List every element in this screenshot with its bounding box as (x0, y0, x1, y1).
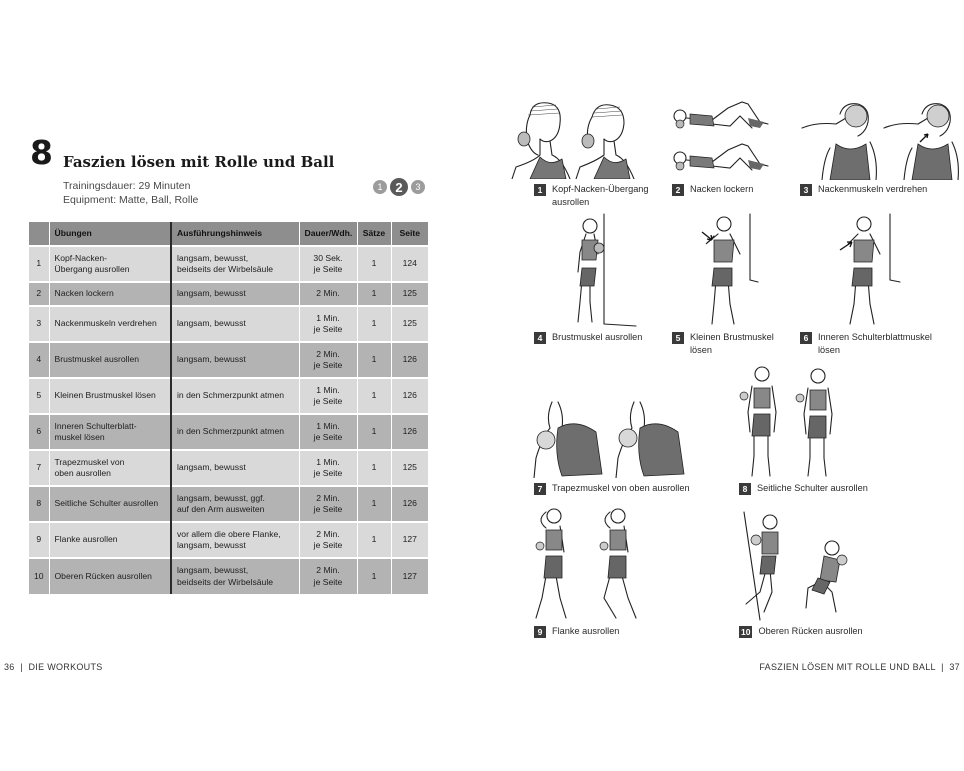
row-number: 8 (29, 486, 49, 522)
row-number: 9 (29, 522, 49, 558)
caption-line: Trapezmuskel von oben ausrollen (552, 483, 690, 493)
row-duration: 2 Min. je Seite (299, 342, 357, 378)
table-row (29, 486, 428, 522)
row-page: 126 (391, 342, 428, 378)
exercise-3-illustration (800, 98, 964, 180)
table-row (29, 450, 428, 486)
row-page: 124 (391, 246, 428, 282)
table-header-row (29, 222, 428, 246)
caption-exercise-9 (534, 625, 619, 638)
header-duration: Dauer/Wdh. (299, 222, 357, 246)
table-row (29, 414, 428, 450)
footer-separator: | (941, 662, 944, 672)
row-sets: 1 (357, 342, 391, 378)
row-page: 125 (391, 306, 428, 342)
caption-line: lösen (818, 345, 840, 356)
row-hint: in den Schmerzpunkt atmen (171, 414, 299, 450)
page-number-left: 36 (4, 662, 15, 672)
header-hint: Ausführungshinweis (171, 222, 299, 246)
row-sets: 1 (357, 558, 391, 594)
row-duration: 30 Sek. je Seite (299, 246, 357, 282)
row-number: 10 (29, 558, 49, 594)
caption-number: 9 (534, 626, 546, 638)
caption-number: 2 (672, 184, 684, 196)
row-duration: 2 Min. je Seite (299, 522, 357, 558)
caption-line: Kleinen Brustmuskel (690, 332, 774, 342)
row-page: 126 (391, 486, 428, 522)
row-hint: vor allem die obere Flanke, langsam, bewusst (171, 522, 299, 558)
footer-left (4, 662, 103, 672)
level-3-badge: 3 (411, 180, 425, 194)
caption-line: lösen (690, 345, 712, 356)
row-exercise: Brustmuskel ausrollen (49, 342, 171, 378)
caption-number: 10 (741, 626, 751, 637)
row-exercise: Kleinen Brustmuskel lösen (49, 378, 171, 414)
row-exercise: Trapezmuskel von oben ausrollen (49, 450, 171, 486)
table-row (29, 378, 428, 414)
caption-line: Inneren Schulterblattmuskel (818, 332, 932, 342)
table-row (29, 522, 428, 558)
row-number: 7 (29, 450, 49, 486)
exercise-2-illustration (668, 98, 774, 178)
caption-number: 1 (534, 184, 546, 196)
row-hint: langsam, bewusst, beidseits der Wirbelsäule (171, 246, 299, 282)
exercise-4-illustration (568, 212, 638, 330)
caption-line: Nacken lockern (690, 184, 754, 194)
exercise-7-illustration (532, 398, 690, 478)
caption-exercise-7 (534, 482, 690, 495)
row-sets: 1 (357, 486, 391, 522)
row-sets: 1 (357, 282, 391, 306)
caption-number: 4 (534, 332, 546, 344)
section-title-left: DIE WORKOUTS (28, 662, 103, 672)
table-row (29, 282, 428, 306)
row-page: 126 (391, 414, 428, 450)
caption-number: 6 (800, 332, 812, 344)
caption-exercise-6 (800, 331, 932, 358)
table-row (29, 306, 428, 342)
caption-exercise-10 (739, 625, 863, 638)
header-page: Seite (391, 222, 428, 246)
training-duration: Trainingsdauer: 29 Minuten (63, 180, 191, 192)
row-exercise: Flanke ausrollen (49, 522, 171, 558)
caption-number: 8 (739, 483, 751, 495)
row-hint: in den Schmerzpunkt atmen (171, 378, 299, 414)
caption-line: ausrollen (552, 197, 590, 208)
table-row (29, 558, 428, 594)
caption-line: Kopf-Nacken-Übergang (552, 184, 649, 194)
exercise-6-illustration (836, 210, 902, 330)
row-sets: 1 (357, 306, 391, 342)
row-number: 2 (29, 282, 49, 306)
caption-exercise-3 (800, 183, 927, 196)
page-number-right: 37 (949, 662, 960, 672)
workout-title: Faszien lösen mit Rolle und Ball (63, 153, 335, 171)
row-page: 127 (391, 522, 428, 558)
caption-line: Flanke ausrollen (552, 626, 620, 636)
exercise-8-illustration (736, 362, 846, 478)
caption-exercise-5 (672, 331, 774, 358)
row-number: 1 (29, 246, 49, 282)
caption-number: 3 (800, 184, 812, 196)
caption-exercise-4 (534, 331, 642, 344)
row-exercise: Kopf-Nacken- Übergang ausrollen (49, 246, 171, 282)
row-duration: 1 Min. je Seite (299, 378, 357, 414)
row-duration: 2 Min. je Seite (299, 558, 357, 594)
row-duration: 1 Min. je Seite (299, 414, 357, 450)
row-number: 4 (29, 342, 49, 378)
row-hint: langsam, bewusst (171, 450, 299, 486)
header-exercise: Übungen (49, 222, 171, 246)
row-sets: 1 (357, 450, 391, 486)
row-number: 6 (29, 414, 49, 450)
caption-exercise-1 (534, 183, 649, 210)
row-hint: langsam, bewusst (171, 282, 299, 306)
row-hint: langsam, bewusst (171, 306, 299, 342)
level-1-badge: 1 (373, 180, 387, 194)
caption-line: Nackenmuskeln verdrehen (818, 184, 928, 194)
row-exercise: Seitliche Schulter ausrollen (49, 486, 171, 522)
row-exercise: Nacken lockern (49, 282, 171, 306)
row-page: 125 (391, 450, 428, 486)
section-title-right: FASZIEN LÖSEN MIT ROLLE UND BALL (759, 662, 936, 672)
row-exercise: Inneren Schulterblatt- muskel lösen (49, 414, 171, 450)
caption-number: 7 (534, 483, 546, 495)
caption-exercise-2 (672, 183, 753, 196)
row-duration: 2 Min. je Seite (299, 486, 357, 522)
header-number (29, 222, 49, 246)
header-sets: Sätze (357, 222, 391, 246)
table-row (29, 342, 428, 378)
row-number: 5 (29, 378, 49, 414)
row-hint: langsam, bewusst, ggf. auf den Arm ausweiten (171, 486, 299, 522)
row-sets: 1 (357, 414, 391, 450)
row-duration: 1 Min. je Seite (299, 306, 357, 342)
caption-line: Brustmuskel ausrollen (552, 332, 643, 342)
table-row (29, 246, 428, 282)
row-sets: 1 (357, 378, 391, 414)
row-sets: 1 (357, 522, 391, 558)
exercise-1-illustration (510, 97, 642, 179)
equipment-list: Equipment: Matte, Ball, Rolle (63, 194, 199, 206)
row-duration: 2 Min. (299, 282, 357, 306)
row-hint: langsam, bewusst, beidseits der Wirbelsäule (171, 558, 299, 594)
row-page: 125 (391, 282, 428, 306)
exercise-9-illustration (532, 506, 650, 622)
row-duration: 1 Min. je Seite (299, 450, 357, 486)
exercise-5-illustration (700, 210, 760, 330)
caption-line: Oberen Rücken ausrollen (758, 626, 863, 636)
footer-right (759, 662, 960, 672)
caption-exercise-8 (739, 482, 868, 495)
footer-separator: | (20, 662, 23, 672)
row-exercise: Nackenmuskeln verdrehen (49, 306, 171, 342)
row-page: 126 (391, 378, 428, 414)
exercise-table (29, 222, 428, 594)
row-sets: 1 (357, 246, 391, 282)
exercise-10-illustration (736, 508, 860, 622)
caption-number: 5 (672, 332, 684, 344)
level-2-badge: 2 (390, 178, 408, 196)
workout-number: 8 (30, 133, 53, 172)
level-indicator (373, 178, 425, 196)
row-hint: langsam, bewusst (171, 342, 299, 378)
row-page: 127 (391, 558, 428, 594)
row-exercise: Oberen Rücken ausrollen (49, 558, 171, 594)
row-number: 3 (29, 306, 49, 342)
caption-line: Seitliche Schulter ausrollen (757, 483, 868, 493)
